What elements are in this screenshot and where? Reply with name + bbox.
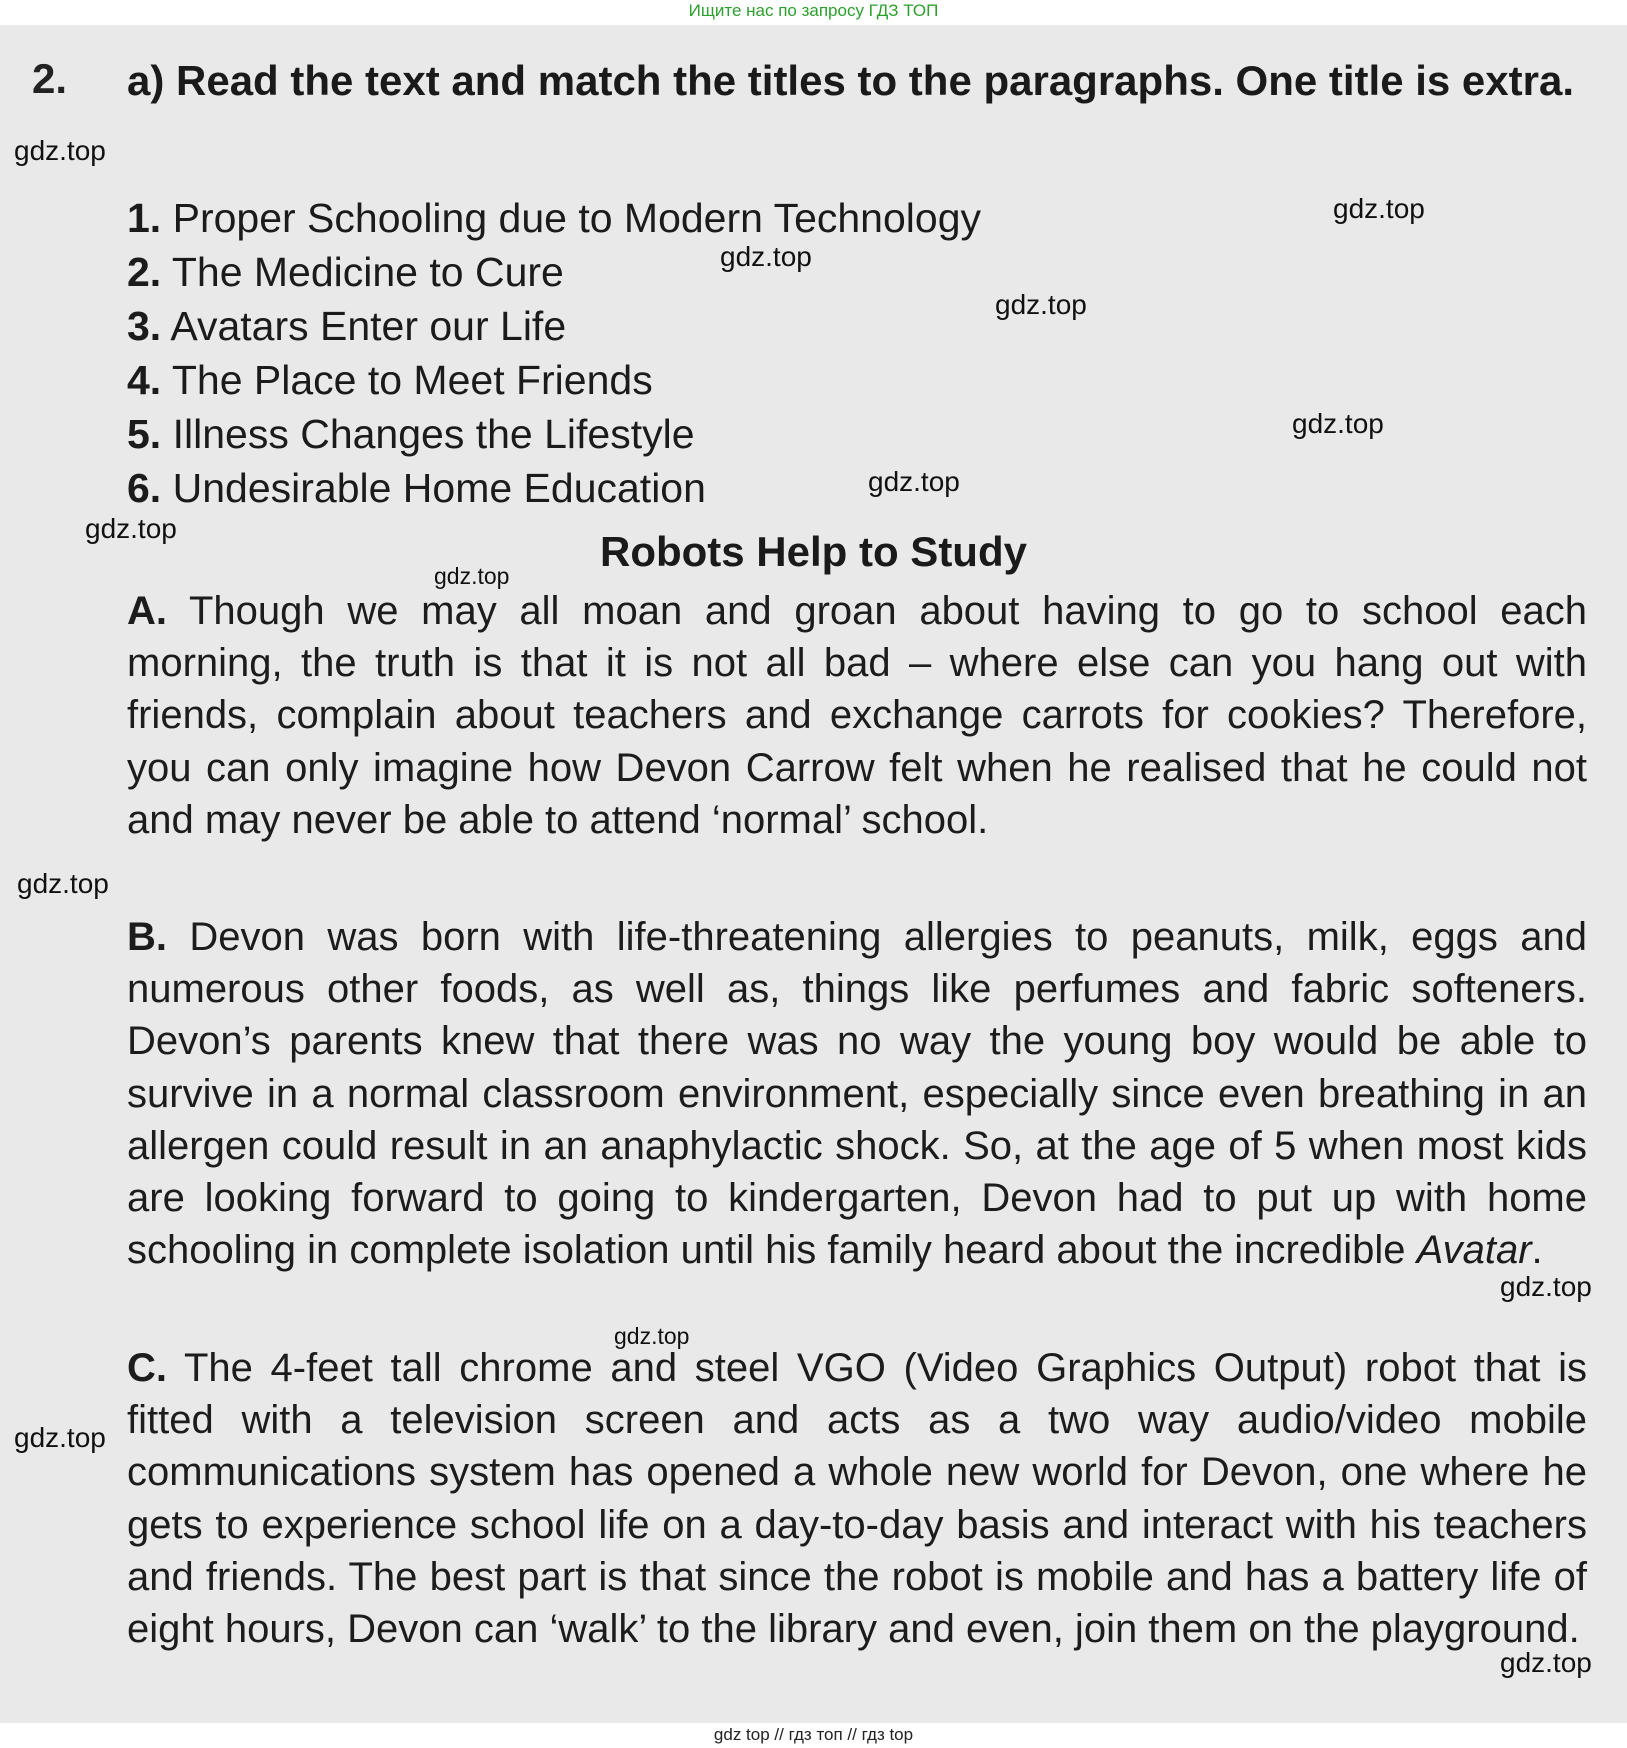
paragraph-text: The 4-feet tall chrome and steel VGO (Video Graphics Output) robot that is fitted with a television screen and acts as a two way audio/video mobile communications system has opened a whole new world for Devon, one where he gets to experience school life on a day-to-day basis and interact with his teachers and friends. The best part is that since the robot is mobile and has a battery life of eight hours, Devon can ‘walk’ to the library and even, join them on the playground.	[127, 1346, 1588, 1652]
paragraph-text: Though we may all moan and groan about having to go to school each morning, the truth is that it is not all bad – where else can you hang out with friends, complain about teachers and exchange carrots for cookies? Therefore, you can only imagine how Devon Carrow felt when he realised that he could not and may never be able to attend ‘normal’ school.	[127, 589, 1588, 842]
paragraph-text: Devon was born with life-threatening allergies to peanuts, milk, eggs and numerous other foods, as well as, things like perfumes and fabric softeners. Devon’s parents knew that there was no way the young boy would be able to survive in a normal classroom environment, especially since even breathing in an allergen could result in an anaphylactic shock. So, at the age of 5 when most kids are looking forward to going to kindergarten, Devon had to put up with home schooling in complete isolation until his family heard about the incredible	[127, 915, 1588, 1273]
paragraph-letter: C.	[127, 1346, 167, 1390]
paragraph-b: B. Devon was born with life-threatening allergies to peanuts, milk, eggs and numerous other foods, as well as, things like perfumes and fabric softeners. Devon’s parents knew that there was no way the young boy would be able to survive in a normal classroom environment, especially since even breathing in an allergen could result in an anaphylactic shock. So, at the age of 5 when most kids are looking forward to going to kindergarten, Devon had to put up with home schooling in complete isolation until his family heard about the incredible Avatar.	[127, 915, 1588, 1273]
title-item: 6. Undesirable Home Education	[127, 465, 706, 511]
titles-list	[127, 191, 981, 515]
watermark: gdz.top	[1292, 408, 1384, 439]
article-title: Robots Help to Study	[600, 528, 1027, 575]
watermark: gdz.top	[85, 513, 177, 544]
paragraph-italic: Avatar	[1416, 1228, 1532, 1273]
title-item: 2. The Medicine to Cure	[127, 249, 564, 295]
footer-caption: gdz top // гдз топ // гдз top	[713, 1725, 914, 1744]
watermark: gdz.top	[434, 563, 510, 589]
header-caption: Ищите нас по запросу ГДЗ ТОП	[688, 1, 939, 20]
watermark: gdz.top	[14, 135, 106, 166]
title-item: 3. Avatars Enter our Life	[127, 303, 567, 349]
task-instruction: a) Read the text and match the titles to the paragraphs. One title is extra.	[127, 57, 1575, 104]
watermark: gdz.top	[14, 1422, 106, 1453]
watermark: gdz.top	[868, 466, 960, 497]
title-item: 1. Proper Schooling due to Modern Technology	[127, 195, 981, 241]
textbook-page	[0, 25, 1627, 1723]
paragraph-a	[127, 585, 1587, 846]
paragraph-letter: B.	[127, 915, 167, 959]
watermark: gdz.top	[1333, 193, 1425, 224]
paragraph-letter: A.	[127, 589, 167, 633]
watermark: gdz.top	[720, 241, 812, 272]
watermark: gdz.top	[17, 868, 109, 899]
title-item: 5. Illness Changes the Lifestyle	[127, 411, 695, 457]
title-item: 4. The Place to Meet Friends	[127, 357, 653, 403]
watermark: gdz.top	[614, 1323, 690, 1349]
paragraph-c	[127, 1342, 1587, 1655]
watermark: gdz.top	[1500, 1271, 1592, 1302]
watermark: gdz.top	[1500, 1647, 1592, 1678]
task-number: 2.	[32, 55, 68, 102]
watermark: gdz.top	[995, 289, 1087, 320]
